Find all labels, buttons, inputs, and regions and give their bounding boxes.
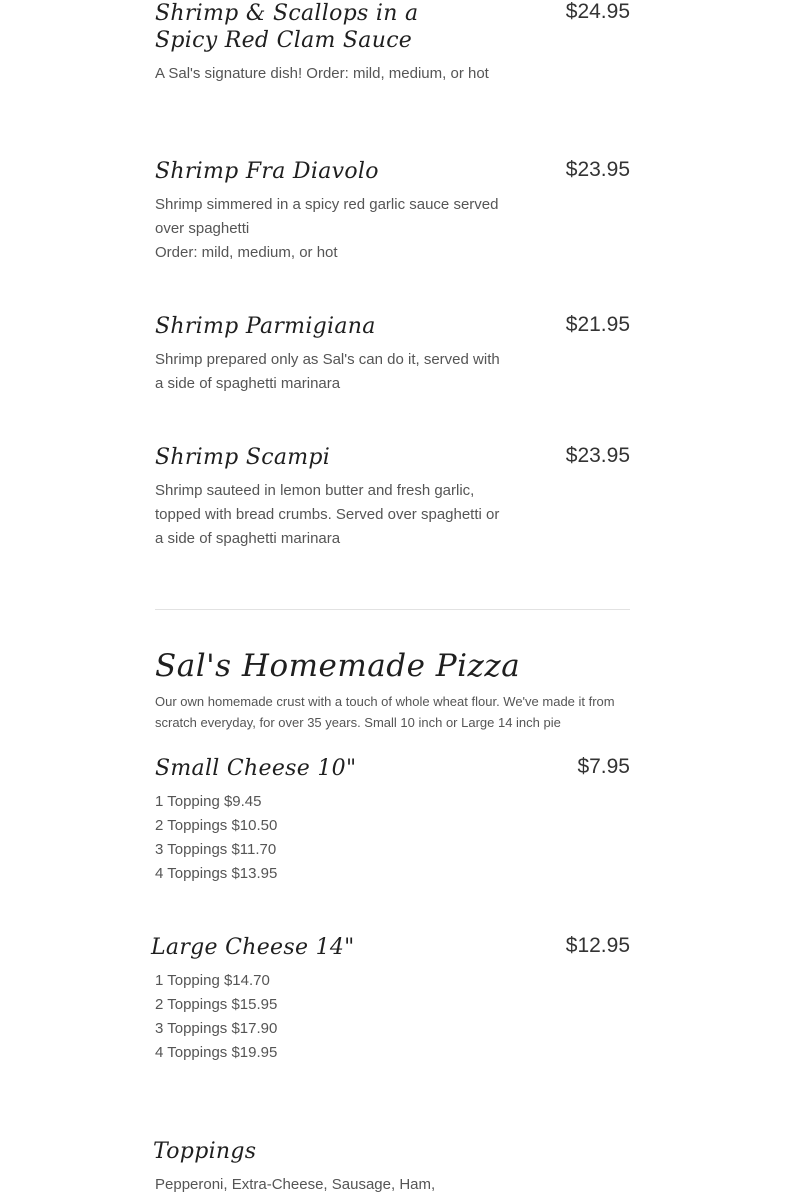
menu-item	[153, 1138, 628, 1197]
topping-price-line: 2 Toppings $10.50	[155, 817, 278, 834]
item-price: $7.95	[577, 755, 630, 778]
item-name: Shrimp Fra Diavolo	[155, 159, 379, 184]
item-name: Shrimp Scampi	[155, 445, 331, 470]
item-name: Shrimp & Scallops in a Spicy Red Clam Sauce	[155, 1, 419, 53]
item-price: $23.95	[565, 444, 630, 467]
description-line: A Sal's signature dish! Order: mild, medium, or hot	[155, 65, 489, 82]
description-line: Shrimp simmered in a spicy red garlic sauce served over spaghetti	[155, 196, 499, 237]
menu-item	[155, 444, 630, 551]
item-description	[155, 1173, 575, 1197]
topping-price-line: 1 Topping $14.70	[155, 972, 270, 989]
description-line: Shrimp sauteed in lemon butter and fresh garlic, topped with bread crumbs. Served over spaghetti or a side of spaghetti marinara	[155, 482, 500, 547]
item-price: $23.95	[565, 158, 630, 181]
description-line: Order: mild, medium, or hot	[155, 244, 338, 261]
menu-item	[151, 934, 630, 1065]
item-name: Shrimp Parmigiana	[155, 314, 376, 339]
description-line: Pepperoni, Extra-Cheese, Sausage, Ham,	[155, 1176, 436, 1193]
item-price: $12.95	[565, 934, 630, 957]
item-description	[155, 969, 500, 1065]
section-title: Sal's Homemade Pizza	[155, 648, 521, 684]
item-name: Toppings	[153, 1139, 257, 1164]
menu-item	[155, 158, 630, 265]
topping-price-line: 3 Toppings $17.90	[155, 1020, 278, 1037]
menu-item	[155, 313, 630, 396]
topping-price-line: 1 Topping $9.45	[155, 793, 262, 810]
item-description	[155, 62, 500, 86]
section-description: Our own homemade crust with a touch of whole wheat flour. We've made it from scratch everyday, for over 35 years. Small 10 inch or Large 14 inch pie	[155, 694, 615, 730]
item-description	[155, 193, 500, 265]
description-line: Shrimp prepared only as Sal's can do it, served with a side of spaghetti marinara	[155, 351, 500, 392]
menu-item	[155, 0, 630, 86]
item-price: $21.95	[565, 313, 630, 336]
item-price: $24.95	[565, 0, 630, 23]
item-description	[155, 348, 500, 396]
section-divider	[155, 609, 630, 610]
topping-price-line: 4 Toppings $13.95	[155, 865, 278, 882]
topping-price-line: 3 Toppings $11.70	[155, 841, 277, 858]
menu-item	[155, 755, 630, 886]
topping-price-line: 2 Toppings $15.95	[155, 996, 278, 1013]
topping-price-line: 4 Toppings $19.95	[155, 1044, 278, 1061]
item-name: Large Cheese 14"	[151, 935, 355, 960]
item-description	[155, 790, 500, 886]
item-description	[155, 479, 500, 551]
item-name: Small Cheese 10"	[155, 756, 357, 781]
